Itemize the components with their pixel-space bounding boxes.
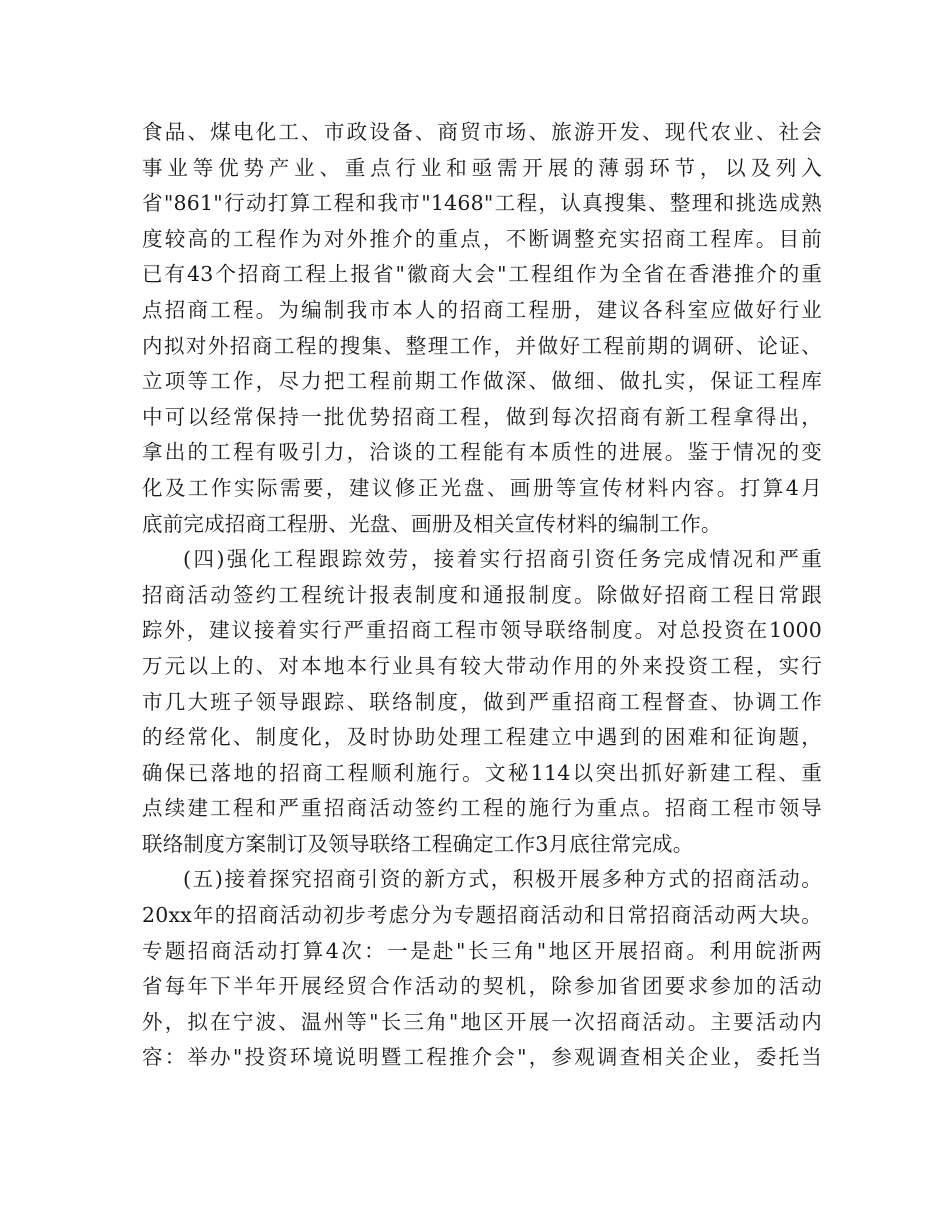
text-line: 拿出的工程有吸引力，洽谈的工程能有本质性的进展。鉴于情况的变 <box>142 440 822 465</box>
text-line: 立项等工作，尽力把工程前期工作做深、做细、做扎实，保证工程库 <box>142 369 822 394</box>
text-line: 万元以上的、对本地本行业具有较大带动作用的外来投资工程，实行 <box>142 653 822 678</box>
text-line: 专题招商活动打算4次：一是赴"长三角"地区开展招商。利用皖浙两 <box>142 938 822 963</box>
text-line: (四)强化工程跟踪效劳，接着实行招商引资任务完成情况和严重 <box>183 547 822 572</box>
text-line: 联络制度方案制订及领导联络工程确定工作3月底往常完成。 <box>142 831 694 856</box>
text-line: 市几大班子领导跟踪、联络制度，做到严重招商工程督查、协调工作 <box>142 689 822 714</box>
text-line: 踪外，建议接着实行严重招商工程市领导联络制度。对总投资在1000 <box>142 618 822 643</box>
text-line: 事业等优势产业、重点行业和亟需开展的薄弱环节，以及列入 <box>142 155 822 180</box>
text-line: 点招商工程。为编制我市本人的招商工程册，建议各科室应做好行业 <box>142 297 822 322</box>
paragraph-1 <box>142 115 822 542</box>
text-line: 省每年下半年开展经贸合作活动的契机，除参加省团要求参加的活动 <box>142 974 822 999</box>
text-line: 的经常化、制度化，及时协助处理工程建立中遇到的困难和征询题， <box>142 725 822 750</box>
text-line: 化及工作实际需要，建议修正光盘、画册等宣传材料内容。打算4月 <box>142 475 822 500</box>
text-line: 容：举办"投资环境说明暨工程推介会"，参观调查相关企业，委托当 <box>142 1045 822 1070</box>
text-line: 食品、煤电化工、市政设备、商贸市场、旅游开发、现代农业、社会 <box>142 120 822 144</box>
text-line: 外，拟在宁波、温州等"长三角"地区开展一次招商活动。主要活动内 <box>142 1009 822 1034</box>
text-line: 省"861"行动打算工程和我市"1468"工程，认真搜集、整理和挑选成熟 <box>142 191 822 216</box>
document-body <box>142 115 822 1076</box>
text-line: 已有43个招商工程上报省"徽商大会"工程组作为全省在香港推介的重 <box>142 262 822 287</box>
text-line: 确保已落地的招商工程顺利施行。文秘114以突出抓好新建工程、重 <box>142 760 822 785</box>
text-line: 内拟对外招商工程的搜集、整理工作，并做好工程前期的调研、论证、 <box>142 333 822 358</box>
paragraph-2 <box>142 542 822 862</box>
text-line: 招商活动签约工程统计报表制度和通报制度。除做好招商工程日常跟 <box>142 582 822 607</box>
text-line: 点续建工程和严重招商活动签约工程的施行为重点。招商工程市领导 <box>142 796 822 821</box>
text-line: 20xx年的招商活动初步考虑分为专题招商活动和日常招商活动两大块。 <box>142 903 822 928</box>
paragraph-3 <box>142 862 822 1076</box>
text-line: 中可以经常保持一批优势招商工程，做到每次招商有新工程拿得出， <box>142 404 822 429</box>
text-line: 底前完成招商工程册、光盘、画册及相关宣传材料的编制工作。 <box>142 511 722 536</box>
text-line: (五)接着探究招商引资的新方式，积极开展多种方式的招商活动。 <box>183 867 822 892</box>
text-line: 度较高的工程作为对外推介的重点，不断调整充实招商工程库。目前 <box>142 226 822 251</box>
